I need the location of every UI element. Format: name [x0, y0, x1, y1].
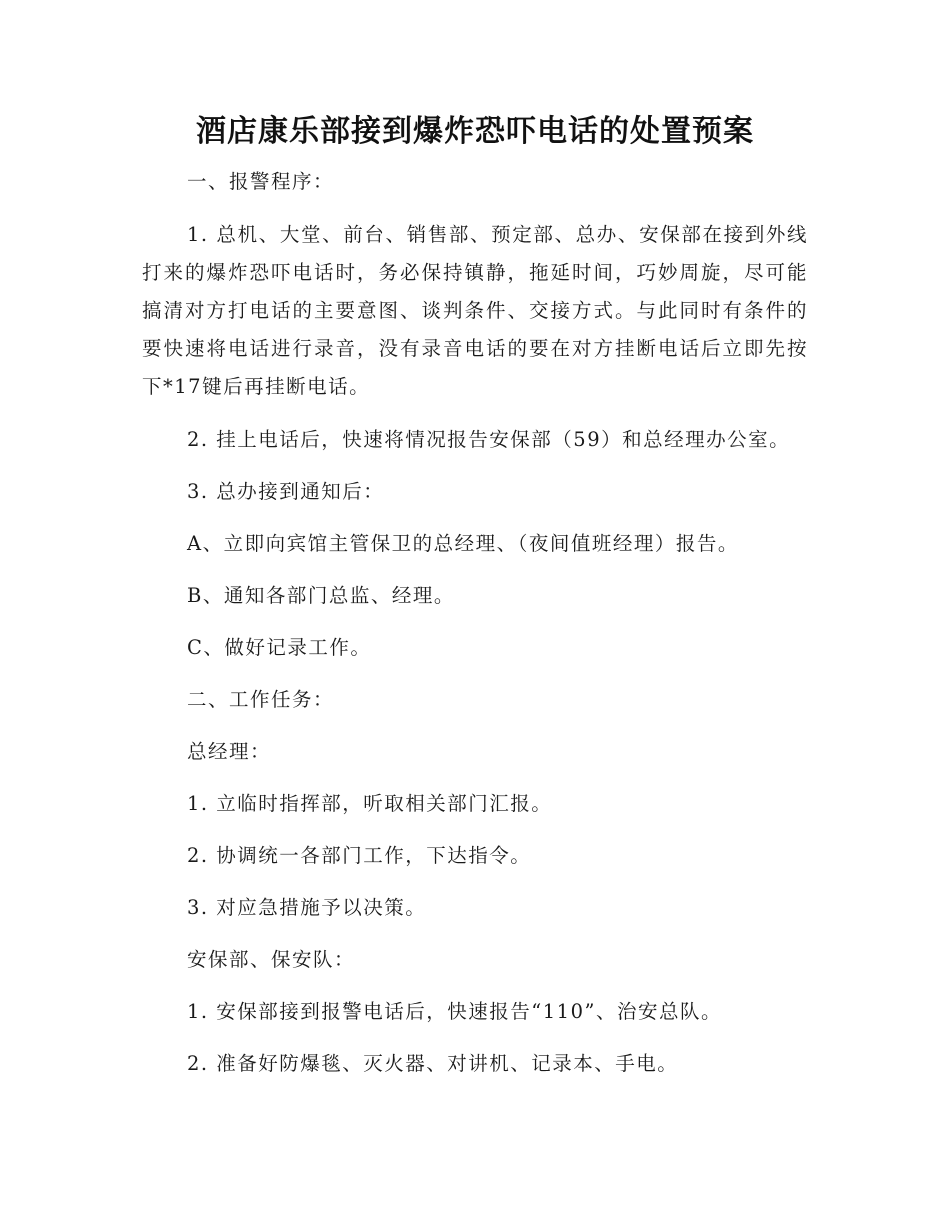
- gm-task-1: 1. 立临时指挥部，听取相关部门汇报。: [187, 792, 553, 815]
- paragraph-item-3: 3. 总办接到通知后：: [187, 480, 385, 503]
- paragraph-item-b: B、通知各部门总监、经理。: [187, 584, 455, 607]
- gm-task-2: 2. 协调统一各部门工作，下达指令。: [187, 844, 532, 867]
- security-task-2: 2. 准备好防爆毯、灭火器、对讲机、记录本、手电。: [187, 1052, 679, 1075]
- paragraph-item-1: 1. 总机、大堂、前台、销售部、预定部、总办、安保部在接到外线打来的爆炸恐吓电话时，务必保持镇静，拖延时间，巧妙周旋，尽可能搞清对方打电话的主要意图、谈判条件、交接方式。与此同时有条件的要快速将电话进行录音，没有录音电话的要在对方挂断电话后立即先按下*17键后再挂断电话。: [142, 223, 808, 398]
- security-task-1: 1. 安保部接到报警电话后，快速报告“110”、治安总队。: [187, 1000, 722, 1023]
- paragraph-item-2: 2. 挂上电话后，快速将情况报告安保部（59）和总经理办公室。: [187, 428, 791, 451]
- paragraph-item-a: A、立即向宾馆主管保卫的总经理、（夜间值班经理）报告。: [187, 532, 739, 555]
- section-heading-alarm-procedure: 一、报警程序：: [187, 170, 335, 193]
- section-heading-tasks: 二、工作任务：: [187, 688, 335, 711]
- document-title: 酒店康乐部接到爆炸恐吓电话的处置预案: [196, 114, 754, 149]
- paragraph-item-c: C、做好记录工作。: [187, 636, 372, 659]
- role-heading-general-manager: 总经理：: [187, 740, 272, 763]
- gm-task-3: 3. 对应急措施予以决策。: [187, 896, 427, 919]
- role-heading-security: 安保部、保安队：: [187, 948, 356, 971]
- document-body: [142, 164, 808, 1098]
